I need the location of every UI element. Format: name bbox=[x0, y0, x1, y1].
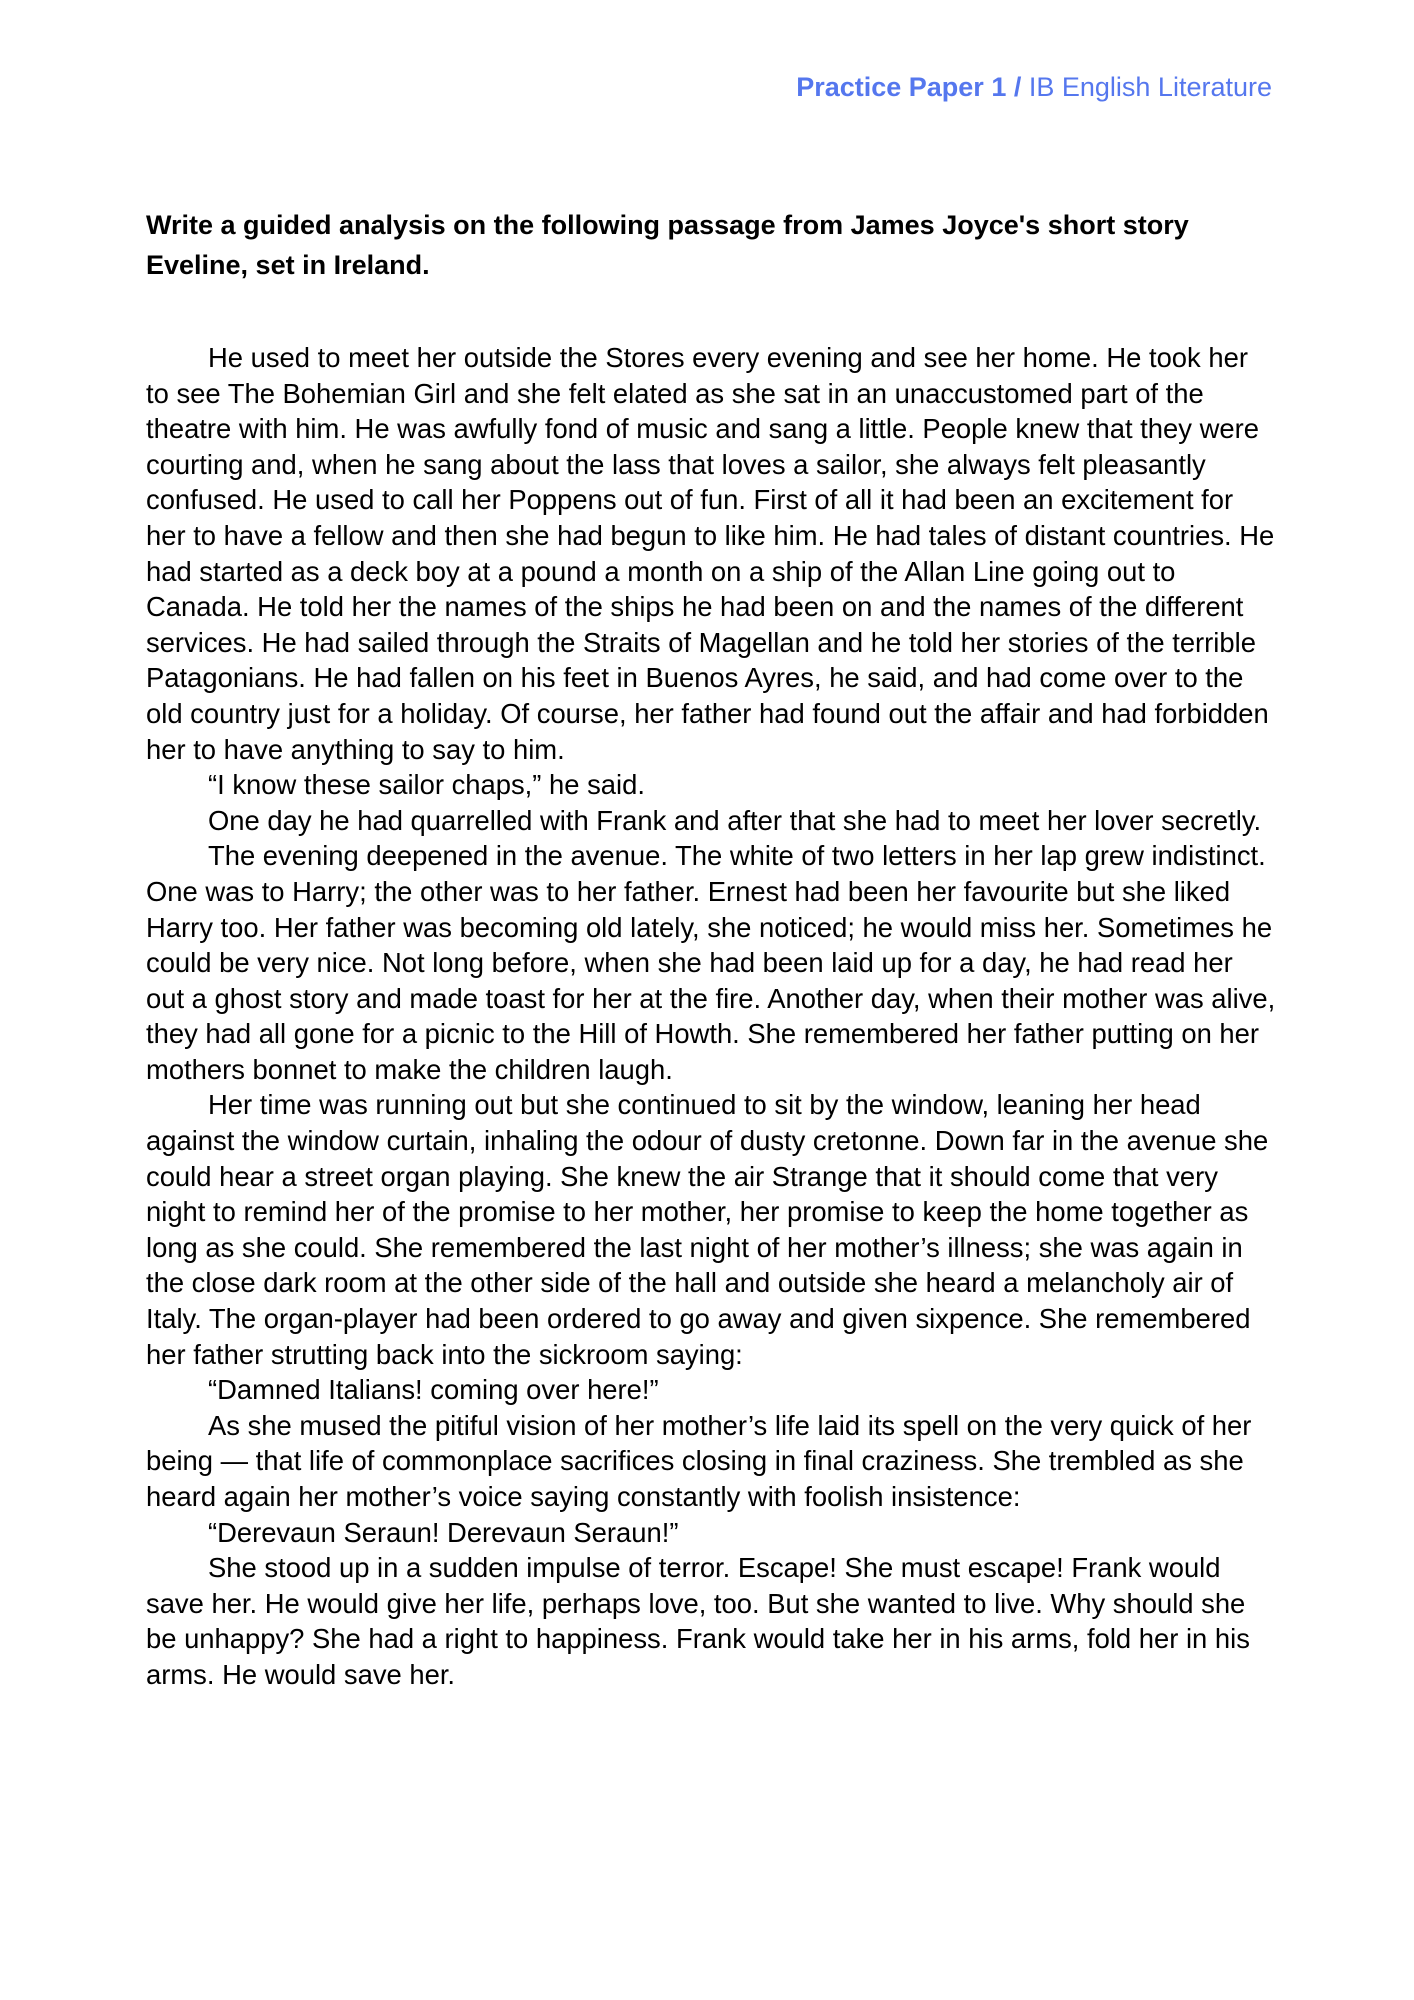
passage-paragraph: Her time was running out but she continued to sit by the window, leaning her head against the window curtain, inhaling the odour of dusty cretonne. Down far in the avenue she could hear a street organ playing. She knew the air Strange that it should come that very night to remind her of the promise to her mother, her promise to keep the home together as long as she could. She remembered the last night of her mother’s illness; she was again in the close dark room at the other side of the hall and outside she heard a melancholy air of Italy. The organ-player had been ordered to go away and given sixpence. She remembered her father strutting back into the sickroom saying: bbox=[146, 1089, 1269, 1370]
passage-paragraph: “Derevaun Seraun! Derevaun Seraun!” bbox=[208, 1516, 679, 1548]
header-subject: IB English Literature bbox=[1028, 72, 1272, 102]
passage-text bbox=[146, 340, 1278, 1693]
passage-paragraph: “I know these sailor chaps,” he said. bbox=[208, 769, 645, 801]
passage-paragraph: One day he had quarrelled with Frank and after that she had to meet her lover secretly. bbox=[208, 804, 1262, 836]
passage-paragraph: He used to meet her outside the Stores every evening and see her home. He took her to see The Bohemian Girl and she felt elated as she sat in an unaccustomed part of the theatre with him. He was awfully fond of music and sang a little. People knew that they were courting and, when he sang about the lass that loves a sailor, she always felt pleasantly confused. He used to call her Poppens out of fun. First of all it had been an excitement for her to have a fellow and then she had begun to like him. He had tales of distant countries. He had started as a deck boy at a pound a month on a ship of the Allan Line going out to Canada. He told her the names of the ships he had been on and the names of the different services. He had sailed through the Straits of Magellan and he told her stories of the terrible Patagonians. He had fallen on his feet in Buenos Ayres, he said, and had come over to the old country just for a holiday. Of course, her father had found out the affair and had forbidden her to have anything to say to him. bbox=[146, 342, 1275, 765]
passage-paragraph: The evening deepened in the avenue. The white of two letters in her lap grew indistinct. One was to Harry; the other was to her father. Ernest had been her favourite but she liked Harry too. Her father was becoming old lately, she noticed; he would miss her. Sometimes he could be very nice. Not long before, when she had been laid up for a day, he had read her out a ghost story and made toast for her at the fire. Another day, when their mother was alive, they had all gone for a picnic to the Hill of Howth. She remembered her father putting on her mothers bonnet to make the children laugh. bbox=[146, 840, 1276, 1085]
passage-paragraph: She stood up in a sudden impulse of terror. Escape! She must escape! Frank would save her. He would give her life, perhaps love, too. But she wanted to live. Why should she be unhappy? She had a right to happiness. Frank would take her in his arms, fold her in his arms. He would save her. bbox=[146, 1552, 1250, 1690]
header-series: Practice Paper 1 / bbox=[796, 72, 1022, 102]
passage-paragraph: As she mused the pitiful vision of her mother’s life laid its spell on the very quick of her being — that life of commonplace sacrifices closing in final craziness. She trembled as she heard again her mother’s voice saying constantly with foolish insistence: bbox=[146, 1409, 1252, 1512]
page-header bbox=[796, 72, 1272, 103]
passage-paragraph: “Damned Italians! coming over here!” bbox=[208, 1374, 659, 1406]
question-prompt: Write a guided analysis on the following passage from James Joyce's short story Eveline, set in Ireland. bbox=[146, 210, 1189, 280]
